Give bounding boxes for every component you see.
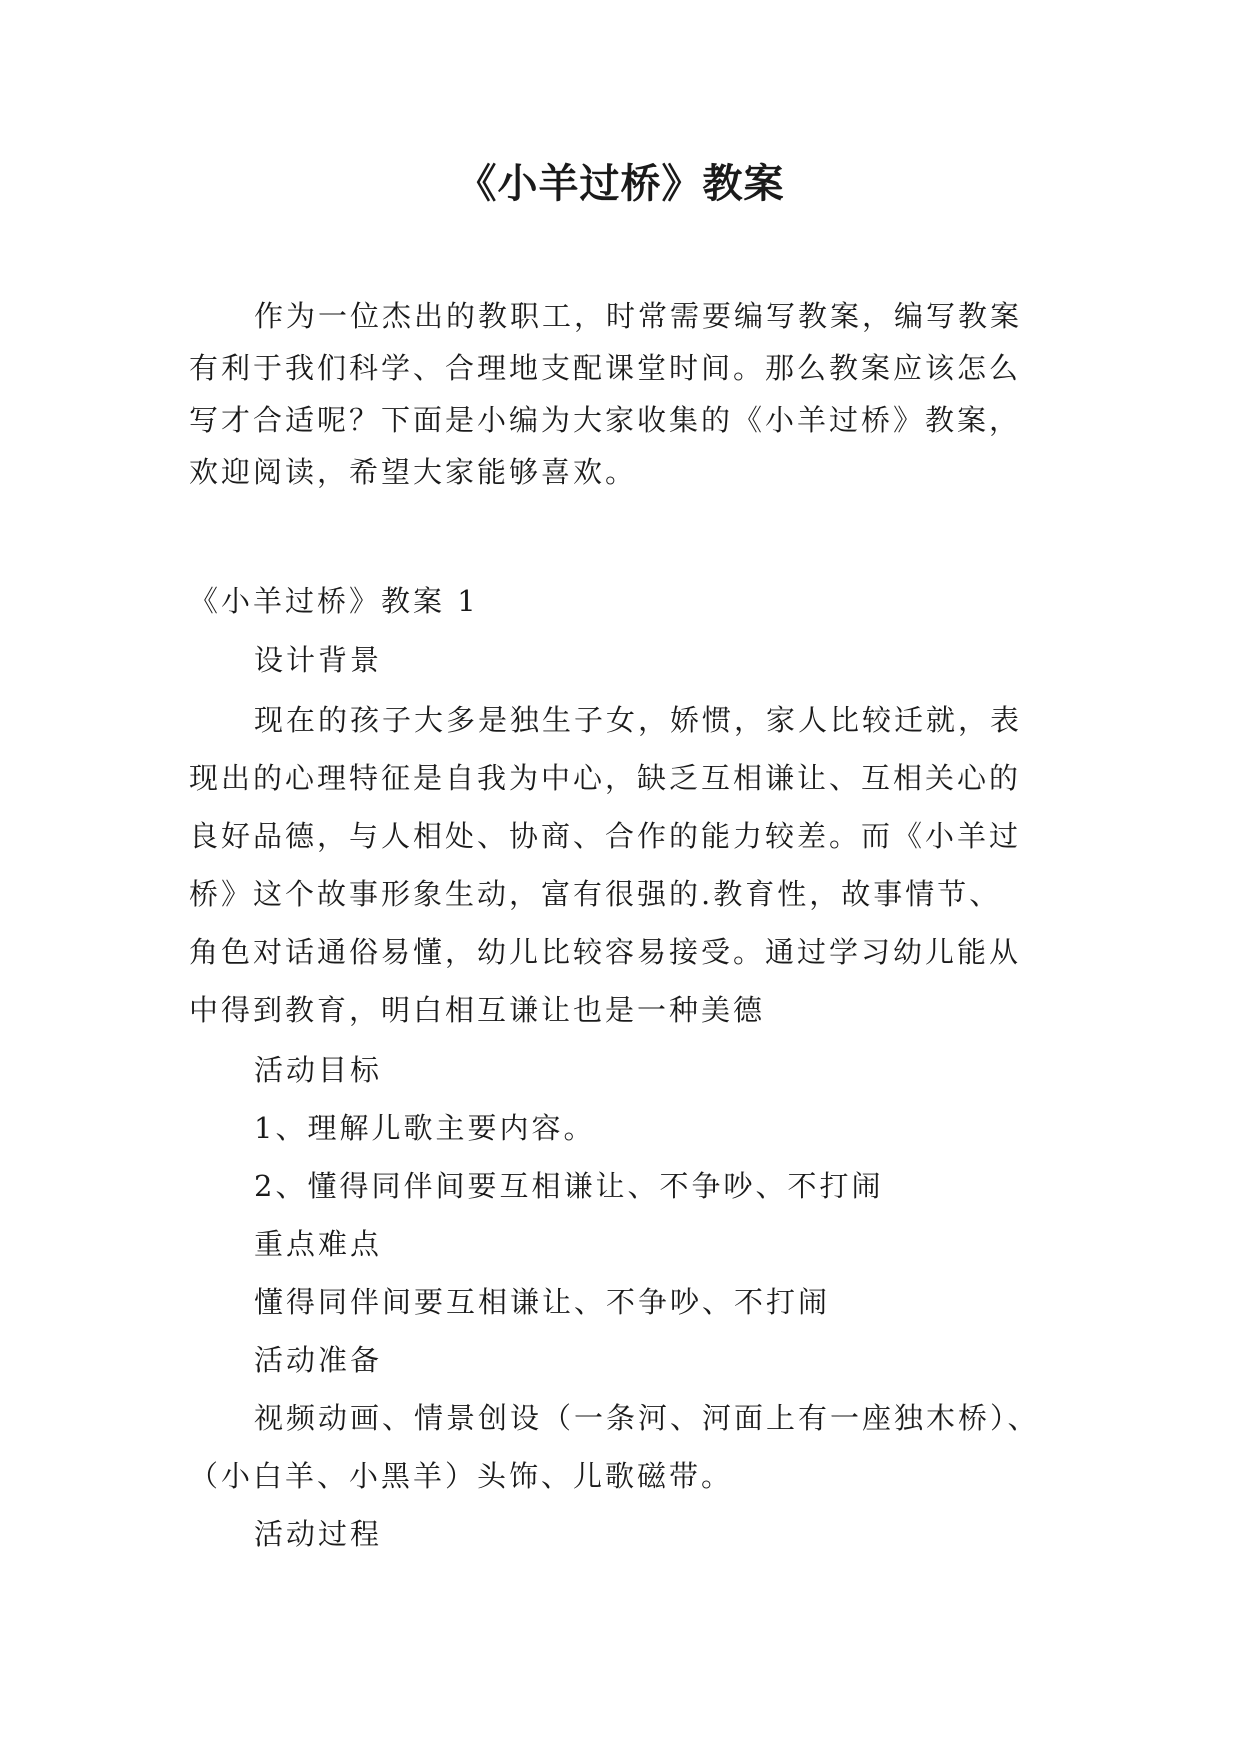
goal-item-1: 1、理解儿歌主要内容。 (254, 1111, 596, 1145)
preparation-heading: 活动准备 (254, 1343, 383, 1377)
key-points-text: 懂得同伴间要互相谦让、不争吵、不打闹 (254, 1285, 831, 1319)
intro-line-2: 有利于我们科学、合理地支配课堂时间。那么教案应该怎么 (189, 351, 1022, 385)
document-title: 《小羊过桥》教案 (456, 161, 785, 207)
key-points-heading: 重点难点 (254, 1227, 383, 1261)
preparation-line-1: 视频动画、情景创设（一条河、河面上有一座独木桥）、 (254, 1401, 1040, 1435)
preparation-line-2: （小白羊、小黑羊）头饰、儿歌磁带。 (189, 1459, 734, 1493)
design-background-line-5: 角色对话通俗易懂，幼儿比较容易接受。通过学习幼儿能从 (189, 935, 1022, 969)
process-heading: 活动过程 (254, 1517, 383, 1551)
section-heading: 《小羊过桥》教案 1 (189, 584, 479, 618)
goals-heading: 活动目标 (254, 1053, 383, 1087)
intro-line-3: 写才合适呢？下面是小编为大家收集的《小羊过桥》教案， (189, 403, 1022, 437)
design-background-line-4: 桥》这个故事形象生动，富有很强的.教育性，故事情节、 (189, 877, 1002, 911)
design-background-line-2: 现出的心理特征是自我为中心，缺乏互相谦让、互相关心的 (189, 761, 1022, 795)
goal-item-2: 2、懂得同伴间要互相谦让、不争吵、不打闹 (254, 1169, 884, 1203)
intro-line-1: 作为一位杰出的教职工，时常需要编写教案，编写教案 (254, 299, 1023, 333)
intro-line-4: 欢迎阅读，希望大家能够喜欢。 (189, 455, 638, 489)
design-background-line-6: 中得到教育，明白相互谦让也是一种美德 (189, 993, 766, 1027)
design-background-heading: 设计背景 (254, 643, 383, 677)
design-background-line-1: 现在的孩子大多是独生子女，娇惯，家人比较迁就，表 (254, 703, 1023, 737)
design-background-line-3: 良好品德，与人相处、协商、合作的能力较差。而《小羊过 (189, 819, 1022, 853)
